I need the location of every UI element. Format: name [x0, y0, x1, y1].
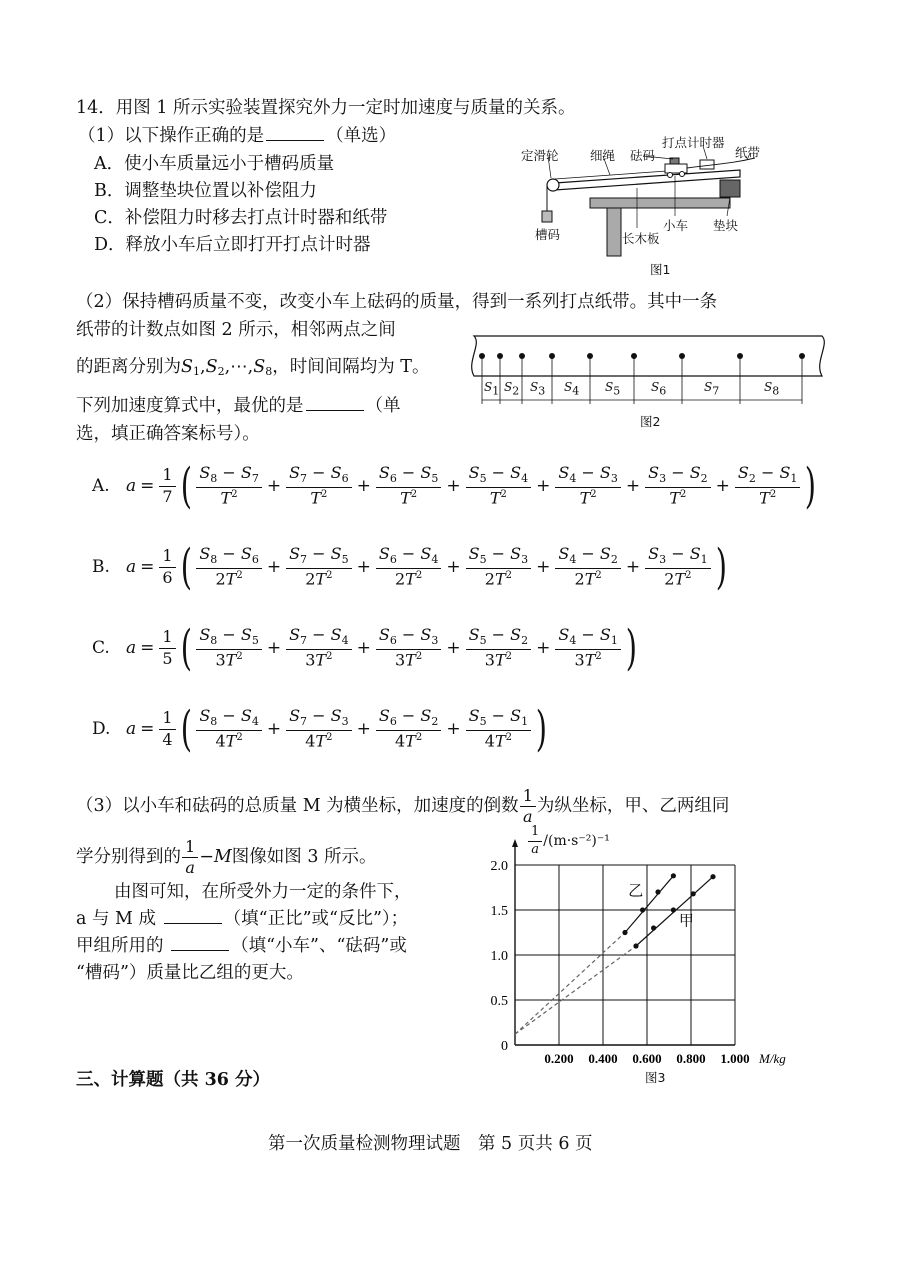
- formula-term: $\frac{S_7 - S_5}{2T^2}$: [286, 545, 352, 589]
- y-tick-label: 2.0: [490, 859, 508, 874]
- x-tick-label: 0.600: [632, 1051, 662, 1066]
- question-title: 14．用图 1 所示实验装置探究外力一定时加速度与质量的关系。: [76, 98, 576, 118]
- y-tick-label: 1.0: [490, 949, 508, 964]
- formula-label: A.: [92, 476, 110, 496]
- answer-blank-4[interactable]: [171, 949, 229, 951]
- formula-option: D. a = $\frac{1}{4}$ ( $\frac{S_8 - S_4}{4T^2}$ + $\frac{S_7 - S_3}{4T^2}$ + $\frac{S_6 - S_2}{4T^2}$ + $\frac{S_5 - S_1}{4T^2}$ ): [92, 701, 548, 757]
- data-point: [655, 889, 660, 894]
- figure-1-caption: 图1: [650, 262, 671, 277]
- option-b: B．调整垫块位置以补偿阻力: [94, 181, 317, 201]
- part1-stem: [78, 126, 396, 147]
- formula-term: $\frac{S_5 - S_1}{4T^2}$: [466, 707, 532, 751]
- formula-term: $\frac{S_5 - S_4}{T^2}$: [466, 464, 532, 508]
- pulley-shape: [547, 179, 559, 191]
- table-top: [590, 198, 730, 208]
- answer-blank-1[interactable]: [266, 139, 324, 141]
- part3-line-2: 学分别得到的 $\frac{1}{a}$ −M 图像如图 3 所示。: [76, 837, 377, 878]
- part2-line-4: [76, 396, 401, 417]
- data-point: [633, 943, 638, 948]
- figure-2-caption: 图2: [640, 414, 661, 429]
- part3-line-1-tail: 为纵坐标，甲、乙两组同: [536, 796, 730, 817]
- part3-line-2-text: 学分别得到的: [76, 847, 181, 868]
- data-point: [710, 874, 715, 879]
- data-point: [651, 925, 656, 930]
- x-axis-label: M/kg: [759, 1051, 786, 1066]
- part1-stem-tail: （单选）: [326, 126, 397, 146]
- formula-term: $\frac{S_7 - S_3}{4T^2}$: [286, 707, 352, 751]
- y-tick-label: 1.5: [490, 904, 508, 919]
- segment-label: $S_7$: [704, 380, 720, 398]
- formula-term: $\frac{S_6 - S_4}{2T^2}$: [376, 545, 442, 589]
- label-rope: 细绳: [590, 148, 616, 163]
- page-footer: 第一次质量检测物理试题 第 5 页共 6 页: [268, 1134, 593, 1154]
- x-tick-label: 0.200: [544, 1051, 574, 1066]
- formula-term: $\frac{S_8 - S_5}{3T^2}$: [196, 626, 262, 670]
- formula-term: $\frac{S_6 - S_5}{T^2}$: [376, 464, 442, 508]
- formula-term: $\frac{S_4 - S_3}{T^2}$: [555, 464, 621, 508]
- formula-label: B.: [92, 557, 110, 577]
- formula-option: A. a = $\frac{1}{7}$ ( $\frac{S_8 - S_7}{T^2}$ + $\frac{S_7 - S_6}{T^2}$ + $\frac{S_6 - S_5}{T^2}$ + $\frac{S_5 - S_4}{T^2}$ + $\frac{S_4 - S_3}{T^2}$ + $\frac{S_3 - S_2}{T^2}$ + $\frac{S_2 - S_1}{T^2}$ ): [92, 458, 817, 514]
- data-point: [640, 907, 645, 912]
- formula-option: C. a = $\frac{1}{5}$ ( $\frac{S_8 - S_5}{3T^2}$ + $\frac{S_7 - S_4}{3T^2}$ + $\frac{S_6 - S_3}{3T^2}$ + $\frac{S_5 - S_2}{3T^2}$ + $\frac{S_4 - S_1}{3T^2}$ ): [92, 620, 637, 676]
- part3-p4: “槽码”）质量比乙组的更大。: [76, 963, 304, 983]
- inverse-a-fraction: $\frac{1}{a}$: [520, 787, 536, 827]
- segment-label: $S_1$: [484, 380, 500, 398]
- x-tick-label: 0.800: [676, 1051, 706, 1066]
- block-shape: [720, 180, 740, 197]
- answer-blank-2[interactable]: [306, 409, 364, 411]
- wheel-1: [668, 173, 673, 178]
- option-a: A．使小车质量远小于槽码质量: [94, 154, 335, 174]
- segment-label: $S_3$: [530, 380, 546, 398]
- part2-line-3: 的距离分别为$S_1,S_2,\cdots,S_8$，时间间隔均为 T。: [76, 357, 430, 378]
- part2-line-2: 纸带的计数点如图 2 所示，相邻两点之间: [76, 320, 396, 340]
- formula-term: $\frac{S_4 - S_2}{2T^2}$: [555, 545, 621, 589]
- data-point: [691, 891, 696, 896]
- part2-line-1: （2）保持槽码质量不变，改变小车上砝码的质量，得到一系列打点纸带。其中一条: [76, 292, 718, 312]
- part2-line-4-text: 下列加速度算式中，最优的是: [76, 396, 304, 416]
- formula-term: $\frac{S_3 - S_2}{T^2}$: [645, 464, 711, 508]
- formula-term: $\frac{S_5 - S_3}{2T^2}$: [466, 545, 532, 589]
- formula-term: $\frac{S_5 - S_2}{3T^2}$: [466, 626, 532, 670]
- part2-line-3-text: 的距离分别为: [76, 357, 181, 377]
- part3-p3: [76, 936, 407, 957]
- formula-term: $\frac{S_7 - S_4}{3T^2}$: [286, 626, 352, 670]
- x-tick-label: 0.400: [588, 1051, 618, 1066]
- part3-p2: [76, 909, 408, 930]
- part2-line-4-tail: （单: [365, 396, 401, 416]
- label-cart: 小车: [663, 218, 689, 233]
- figure-3-caption: 图3: [645, 1070, 666, 1085]
- formula-label: C.: [92, 638, 110, 658]
- series-fit-dashed: [515, 946, 636, 1034]
- series-label: 甲: [678, 911, 694, 930]
- formula-term: $\frac{S_3 - S_1}{2T^2}$: [645, 545, 711, 589]
- series-fit-dashed: [515, 933, 625, 1035]
- y-axis-arrowhead: [512, 839, 518, 847]
- part1-stem-text: （1）以下操作正确的是: [78, 126, 265, 146]
- data-point: [671, 907, 676, 912]
- part3-line-1-text: （3）以小车和砝码的总质量 M 为横坐标，加速度的倒数: [76, 796, 519, 817]
- formula-term: $\frac{S_8 - S_4}{4T^2}$: [196, 707, 262, 751]
- part3-p1: 由图可知，在所受外力一定的条件下，: [114, 882, 412, 902]
- y-axis-unit: /(m·s⁻²)⁻¹: [543, 833, 610, 850]
- segment-label: $S_4$: [564, 380, 580, 398]
- label-tape: 纸带: [735, 145, 761, 160]
- table-leg: [607, 208, 621, 256]
- series-label: 乙: [628, 881, 644, 900]
- label-weight: 砝码: [630, 148, 656, 163]
- formula-term: $\frac{S_7 - S_6}{T^2}$: [286, 464, 352, 508]
- long-board: [555, 170, 740, 190]
- y-axis-label: $\frac{1}{a}$ /(m·s⁻²)⁻¹: [527, 825, 610, 858]
- data-point: [671, 873, 676, 878]
- wheel-2: [680, 172, 685, 177]
- part2-line-3-tail: ，时间间隔均为 T。: [272, 357, 430, 377]
- part3-p3-tail: （填“小车”、“砝码”或: [231, 936, 407, 956]
- label-pulley: 定滑轮: [521, 148, 559, 163]
- part3-p2-text: a 与 M 成: [76, 909, 157, 929]
- label-timer: 打点计时器: [662, 135, 725, 150]
- y-tick-label: 0: [501, 1039, 508, 1054]
- label-block: 垫块: [713, 218, 739, 233]
- part3-line-2-tail: 图像如图 3 所示。: [231, 847, 377, 868]
- formula-option: B. a = $\frac{1}{6}$ ( $\frac{S_8 - S_6}{2T^2}$ + $\frac{S_7 - S_5}{2T^2}$ + $\frac{S_6 - S_4}{2T^2}$ + $\frac{S_5 - S_3}{2T^2}$ + $\frac{S_4 - S_2}{2T^2}$ + $\frac{S_3 - S_1}{2T^2}$ ): [92, 539, 727, 595]
- part2-line-5: 选，填正确答案标号）。: [76, 424, 260, 444]
- figure-3-chart: [470, 820, 810, 1090]
- section-3-title: 三、计算题（共 36 分）: [76, 1070, 271, 1090]
- segment-label: $S_5$: [605, 380, 621, 398]
- segment-label: $S_6$: [651, 380, 667, 398]
- formula-term: $\frac{S_8 - S_6}{2T^2}$: [196, 545, 262, 589]
- label-hook-weight: 槽码: [535, 227, 561, 242]
- data-point: [622, 930, 627, 935]
- inverse-a-fraction-2: $\frac{1}{a}$: [182, 838, 198, 878]
- hook-weight-shape: [542, 211, 552, 222]
- formula-term: $\frac{S_4 - S_1}{3T^2}$: [555, 626, 621, 670]
- segment-label: $S_8$: [764, 380, 780, 398]
- label-board: 长木板: [622, 231, 660, 246]
- formula-label: D.: [92, 719, 111, 739]
- formula-term: $\frac{S_2 - S_1}{T^2}$: [735, 464, 801, 508]
- part3-p2-tail: （填“正比”或“反比”）；: [223, 909, 409, 929]
- answer-blank-3[interactable]: [164, 922, 222, 924]
- option-d: D．释放小车后立即打开打点计时器: [94, 235, 371, 255]
- segment-label: $S_2$: [504, 380, 520, 398]
- part3-p3-text: 甲组所用的: [76, 936, 164, 956]
- figure-2-tape: [462, 334, 834, 414]
- formula-term: $\frac{S_8 - S_7}{T^2}$: [196, 464, 262, 508]
- x-tick-label: 1.000: [720, 1051, 750, 1066]
- option-c: C．补偿阻力时移去打点计时器和纸带: [94, 208, 388, 228]
- formula-term: $\frac{S_6 - S_2}{4T^2}$: [376, 707, 442, 751]
- y-tick-label: 0.5: [490, 994, 508, 1009]
- formula-term: $\frac{S_6 - S_3}{3T^2}$: [376, 626, 442, 670]
